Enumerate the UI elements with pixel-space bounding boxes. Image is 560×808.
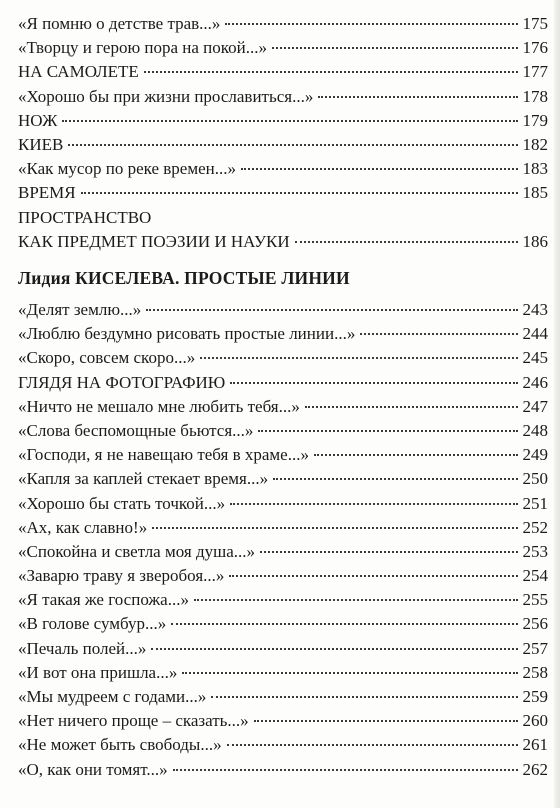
dot-leader <box>230 502 517 505</box>
toc-entry <box>18 109 548 133</box>
toc-entry-title: «О, как они томят...» <box>18 759 168 779</box>
dot-leader <box>258 429 517 432</box>
dot-leader <box>144 70 518 73</box>
toc-entry <box>18 443 548 467</box>
toc-entry <box>18 346 548 370</box>
toc-entry-title: «Как мусор по реке времен...» <box>18 159 236 179</box>
dot-leader <box>62 119 517 122</box>
toc-entry-page: 258 <box>522 662 548 682</box>
toc-entry <box>18 133 548 157</box>
toc-entry-page: 249 <box>522 445 548 465</box>
toc-entry-title: «Творцу и герою пора на покой...» <box>18 38 268 58</box>
dot-leader <box>225 22 517 25</box>
dot-leader <box>360 332 517 335</box>
dot-leader <box>173 768 518 771</box>
toc-entry <box>18 588 548 612</box>
toc-entry-page: 256 <box>522 614 548 634</box>
toc-entry-title: «Хорошо бы при жизни прославиться...» <box>18 86 314 106</box>
toc-entry <box>18 467 548 491</box>
toc-entry <box>18 60 548 84</box>
toc-entry-title: «Я помню о детстве трав...» <box>18 14 221 33</box>
toc-entry <box>18 157 548 181</box>
toc-entry-title: ГЛЯДЯ НА ФОТОГРАФИЮ <box>18 372 226 392</box>
toc-entry-page: 185 <box>522 183 548 203</box>
toc-entry-page: 252 <box>522 517 548 537</box>
toc-entry-page: 179 <box>522 110 548 130</box>
toc-entry-page: 257 <box>522 638 548 658</box>
toc-entry-page: 255 <box>522 590 548 610</box>
toc-entry-title: НА САМОЛЕТЕ <box>18 62 139 82</box>
toc-entry-title: «Слова беспомощные бьются...» <box>18 420 254 440</box>
dot-leader <box>171 622 517 625</box>
toc-entry <box>18 181 548 205</box>
toc-entry-page: 261 <box>522 735 548 755</box>
toc-entry <box>18 12 548 36</box>
dot-leader <box>272 46 517 49</box>
toc-entry <box>18 685 548 709</box>
toc-entry-title: «В голове сумбур...» <box>18 614 167 634</box>
dot-leader <box>305 405 518 408</box>
toc-entry-title: КИЕВ <box>18 134 64 154</box>
dot-leader <box>152 526 517 529</box>
toc-entry <box>18 564 548 588</box>
dot-leader <box>151 647 517 650</box>
toc-entry-page: 253 <box>522 541 548 561</box>
dot-leader <box>194 598 518 601</box>
toc-entry-title: «И вот она пришла...» <box>18 662 178 682</box>
dot-leader <box>146 308 517 311</box>
toc-entry-page: 175 <box>522 14 548 33</box>
toc-entry-title: «Мы мудреем с годами...» <box>18 687 207 706</box>
toc-entry-title: НОЖ <box>18 110 58 130</box>
dot-leader <box>295 240 518 243</box>
dot-leader <box>314 453 518 456</box>
toc-entry <box>18 492 548 516</box>
toc-entry <box>18 206 548 230</box>
toc-block-2 <box>18 298 548 782</box>
toc-entry-title: ПРОСТРАНСТВО <box>18 207 152 227</box>
toc-entry <box>18 661 548 685</box>
toc-entry-title: «Спокойна и светла моя душа...» <box>18 541 256 561</box>
toc-entry-page: 250 <box>522 469 548 489</box>
toc-entry-title: «Скоро, совсем скоро...» <box>18 348 196 368</box>
toc-entry-title: «Не может быть свободы...» <box>18 735 222 755</box>
toc-entry-title: «Люблю бездумно рисовать простые линии...» <box>18 324 356 344</box>
toc-entry <box>18 612 548 636</box>
toc-entry-page: 259 <box>522 687 548 706</box>
toc-entry-title: «Печаль полей...» <box>18 638 147 658</box>
dot-leader <box>230 381 517 384</box>
toc-entry-page: 254 <box>522 566 548 586</box>
toc-entry <box>18 371 548 395</box>
toc-entry-page: 182 <box>522 134 548 154</box>
toc-entry-title: «Господи, я не навещаю тебя в храме...» <box>18 445 309 465</box>
toc-entry-title: «Ничто не мешало мне любить тебя...» <box>18 396 300 416</box>
toc-entry-title: «Заварю траву я зверобоя...» <box>18 566 225 586</box>
toc-entry-page: 183 <box>522 159 548 179</box>
dot-leader <box>229 574 517 577</box>
toc-entry <box>18 758 548 782</box>
dot-leader <box>260 550 517 553</box>
toc-entry-page: 177 <box>522 62 548 82</box>
toc-entry <box>18 637 548 661</box>
toc-entry-title: КАК ПРЕДМЕТ ПОЭЗИИ И НАУКИ <box>18 231 290 251</box>
toc-entry-page: 262 <box>522 759 548 779</box>
toc-entry <box>18 395 548 419</box>
toc-entry-page: 251 <box>522 493 548 513</box>
toc-entry <box>18 419 548 443</box>
dot-leader <box>200 356 517 359</box>
toc-entry <box>18 709 548 733</box>
dot-leader <box>182 671 517 674</box>
dot-leader <box>81 191 518 194</box>
page-edge <box>554 0 560 808</box>
toc-entry-page: 246 <box>522 372 548 392</box>
toc-entry <box>18 36 548 60</box>
toc-entry <box>18 733 548 757</box>
toc-entry-title: «Делят землю...» <box>18 300 142 319</box>
toc-entry <box>18 85 548 109</box>
toc-entry-page: 247 <box>522 396 548 416</box>
dot-leader <box>241 167 518 170</box>
dot-leader <box>211 695 517 698</box>
toc-entry <box>18 322 548 346</box>
toc-entry-page: 243 <box>522 300 548 319</box>
toc-entry-title: «Я такая же госпожа...» <box>18 590 189 610</box>
dot-leader <box>68 143 517 146</box>
dot-leader <box>318 95 517 98</box>
toc-entry-page: 248 <box>522 420 548 440</box>
dot-leader <box>254 719 518 722</box>
dot-leader <box>227 743 518 746</box>
dot-leader <box>273 477 517 480</box>
toc-entry-page: 245 <box>522 348 548 368</box>
toc-entry-page: 244 <box>522 324 548 344</box>
toc-entry-title: «Капля за каплей стекает время...» <box>18 469 269 489</box>
toc-entry-page: 178 <box>522 86 548 106</box>
toc-entry-title: «Хорошо бы стать точкой...» <box>18 493 226 513</box>
toc-entry <box>18 298 548 322</box>
toc-entry-page: 260 <box>522 711 548 731</box>
toc-block-1 <box>18 12 548 254</box>
toc-entry <box>18 516 548 540</box>
toc-entry-title: ВРЕМЯ <box>18 183 76 203</box>
toc-entry-title: «Ах, как славно!» <box>18 517 148 537</box>
toc-entry-page: 186 <box>522 231 548 251</box>
toc-entry <box>18 230 548 254</box>
section-title: Лидия КИСЕЛЕВА. ПРОСТЫЕ ЛИНИИ <box>18 268 350 288</box>
toc-entry-title: «Нет ничего проще – сказать...» <box>18 711 249 731</box>
toc-entry <box>18 540 548 564</box>
toc-entry-page: 176 <box>522 38 548 58</box>
